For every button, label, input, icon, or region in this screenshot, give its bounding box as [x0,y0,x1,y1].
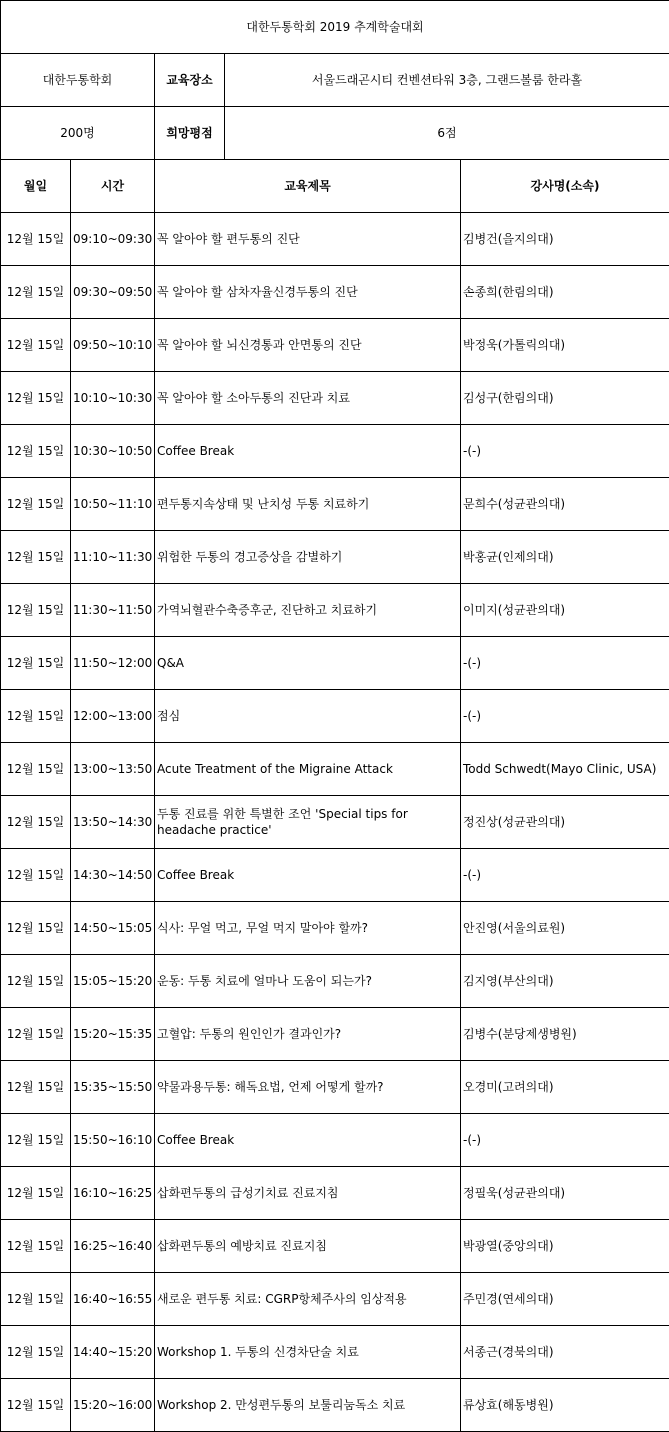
time-cell: 10:30~10:50 [71,425,155,478]
speaker-cell: 주민경(연세의대) [461,1273,669,1326]
speaker-cell: 정필욱(성균관의대) [461,1167,669,1220]
subject-cell: Coffee Break [155,1114,461,1167]
speaker-cell: 김병수(분당제생병원) [461,1008,669,1061]
credit-value: 6점 [225,107,669,160]
table-row [1,796,669,849]
time-cell: 09:10~09:30 [71,213,155,266]
subject-cell: Coffee Break [155,425,461,478]
table-row [1,1167,669,1220]
speaker-cell: -(-) [461,849,669,902]
time-cell: 16:10~16:25 [71,1167,155,1220]
time-cell: 14:30~14:50 [71,849,155,902]
date-cell: 12월 15일 [1,425,71,478]
subject-cell: 새로운 편두통 치료: CGRP항체주사의 임상적용 [155,1273,461,1326]
table-row [1,1379,669,1432]
table-row [1,1114,669,1167]
subject-cell: Acute Treatment of the Migraine Attack [155,743,461,796]
venue-row [1,54,669,107]
date-cell: 12월 15일 [1,902,71,955]
date-cell: 12월 15일 [1,266,71,319]
table-row [1,1061,669,1114]
header-date: 월일 [1,160,71,213]
date-cell: 12월 15일 [1,319,71,372]
speaker-cell: 김병건(을지의대) [461,213,669,266]
time-cell: 15:50~16:10 [71,1114,155,1167]
speaker-cell: -(-) [461,690,669,743]
table-row [1,690,669,743]
time-cell: 16:25~16:40 [71,1220,155,1273]
time-cell: 14:50~15:05 [71,902,155,955]
table-row [1,743,669,796]
time-cell: 11:50~12:00 [71,637,155,690]
time-cell: 11:30~11:50 [71,584,155,637]
subject-cell: 꼭 알아야 할 삼차자율신경두통의 진단 [155,266,461,319]
table-row [1,213,669,266]
speaker-cell: 박광열(중앙의대) [461,1220,669,1273]
subject-cell: 고혈압: 두통의 원인인가 결과인가? [155,1008,461,1061]
date-cell: 12월 15일 [1,743,71,796]
time-cell: 14:40~15:20 [71,1326,155,1379]
date-cell: 12월 15일 [1,637,71,690]
subject-cell: 꼭 알아야 할 편두통의 진단 [155,213,461,266]
time-cell: 09:50~10:10 [71,319,155,372]
date-cell: 12월 15일 [1,796,71,849]
date-cell: 12월 15일 [1,1008,71,1061]
table-row [1,849,669,902]
time-cell: 11:10~11:30 [71,531,155,584]
time-cell: 15:35~15:50 [71,1061,155,1114]
table-row [1,425,669,478]
table-row [1,372,669,425]
subject-cell: 삽화편두통의 예방치료 진료지침 [155,1220,461,1273]
speaker-cell: -(-) [461,637,669,690]
speaker-cell: 정진상(성균관의대) [461,796,669,849]
date-cell: 12월 15일 [1,1326,71,1379]
credit-row [1,107,669,160]
table-row [1,1326,669,1379]
date-cell: 12월 15일 [1,531,71,584]
date-cell: 12월 15일 [1,1061,71,1114]
speaker-cell: -(-) [461,1114,669,1167]
date-cell: 12월 15일 [1,849,71,902]
table-row [1,1273,669,1326]
subject-cell: 가역뇌혈관수축증후군, 진단하고 치료하기 [155,584,461,637]
time-cell: 13:50~14:30 [71,796,155,849]
table-row [1,531,669,584]
table-row [1,955,669,1008]
subject-cell: 약물과용두통: 해독요법, 언제 어떻게 할까? [155,1061,461,1114]
time-cell: 15:20~16:00 [71,1379,155,1432]
speaker-cell: 손종희(한림의대) [461,266,669,319]
speaker-cell: 김성구(한림의대) [461,372,669,425]
subject-cell: 두통 진료를 위한 특별한 조언 'Special tips for headache practice' [155,796,461,849]
organizer-cell: 대한두통학회 [1,54,155,107]
table-row [1,1220,669,1273]
time-cell: 09:30~09:50 [71,266,155,319]
date-cell: 12월 15일 [1,1167,71,1220]
time-cell: 15:05~15:20 [71,955,155,1008]
header-subject: 교육제목 [155,160,461,213]
subject-cell: Q&A [155,637,461,690]
subject-cell: 식사: 무얼 먹고, 무얼 먹지 말아야 할까? [155,902,461,955]
speaker-cell: 박정욱(가톨릭의대) [461,319,669,372]
time-cell: 13:00~13:50 [71,743,155,796]
date-cell: 12월 15일 [1,955,71,1008]
header-time: 시간 [71,160,155,213]
speaker-cell: -(-) [461,425,669,478]
date-cell: 12월 15일 [1,478,71,531]
venue-label: 교육장소 [155,54,225,107]
date-cell: 12월 15일 [1,1114,71,1167]
header-speaker: 강사명(소속) [461,160,669,213]
time-cell: 15:20~15:35 [71,1008,155,1061]
time-cell: 10:50~11:10 [71,478,155,531]
table-row [1,1008,669,1061]
table-row [1,478,669,531]
date-cell: 12월 15일 [1,690,71,743]
subject-cell: Workshop 2. 만성편두통의 보툴리눔독소 치료 [155,1379,461,1432]
speaker-cell: 이미지(성균관의대) [461,584,669,637]
capacity-cell: 200명 [1,107,155,160]
subject-cell: 위험한 두통의 경고증상을 감별하기 [155,531,461,584]
time-cell: 12:00~13:00 [71,690,155,743]
header-row [1,160,669,213]
subject-cell: Coffee Break [155,849,461,902]
speaker-cell: 안진영(서울의료원) [461,902,669,955]
speaker-cell: 김지영(부산의대) [461,955,669,1008]
speaker-cell: 서종근(경북의대) [461,1326,669,1379]
date-cell: 12월 15일 [1,1273,71,1326]
credit-label: 희망평점 [155,107,225,160]
event-title: 대한두통학회 2019 추계학술대회 [1,1,669,54]
subject-cell: 편두통지속상태 및 난치성 두통 치료하기 [155,478,461,531]
subject-cell: 점심 [155,690,461,743]
subject-cell: Workshop 1. 두통의 신경차단술 치료 [155,1326,461,1379]
time-cell: 10:10~10:30 [71,372,155,425]
speaker-cell: 문희수(성균관의대) [461,478,669,531]
date-cell: 12월 15일 [1,213,71,266]
subject-cell: 꼭 알아야 할 소아두통의 진단과 치료 [155,372,461,425]
speaker-cell: 박홍균(인제의대) [461,531,669,584]
title-row [1,1,669,54]
speaker-cell: 류상효(해동병원) [461,1379,669,1432]
date-cell: 12월 15일 [1,1220,71,1273]
time-cell: 16:40~16:55 [71,1273,155,1326]
subject-cell: 운동: 두통 치료에 얼마나 도움이 되는가? [155,955,461,1008]
table-row [1,902,669,955]
speaker-cell: Todd Schwedt(Mayo Clinic, USA) [461,743,669,796]
date-cell: 12월 15일 [1,1379,71,1432]
table-row [1,266,669,319]
table-row [1,319,669,372]
subject-cell: 삽화편두통의 급성기치료 진료지침 [155,1167,461,1220]
date-cell: 12월 15일 [1,584,71,637]
venue-value: 서울드래곤시티 컨벤션타워 3층, 그랜드볼룸 한라홀 [225,54,669,107]
subject-cell: 꼭 알아야 할 뇌신경통과 안면통의 진단 [155,319,461,372]
speaker-cell: 오경미(고려의대) [461,1061,669,1114]
date-cell: 12월 15일 [1,372,71,425]
table-row [1,637,669,690]
table-row [1,584,669,637]
